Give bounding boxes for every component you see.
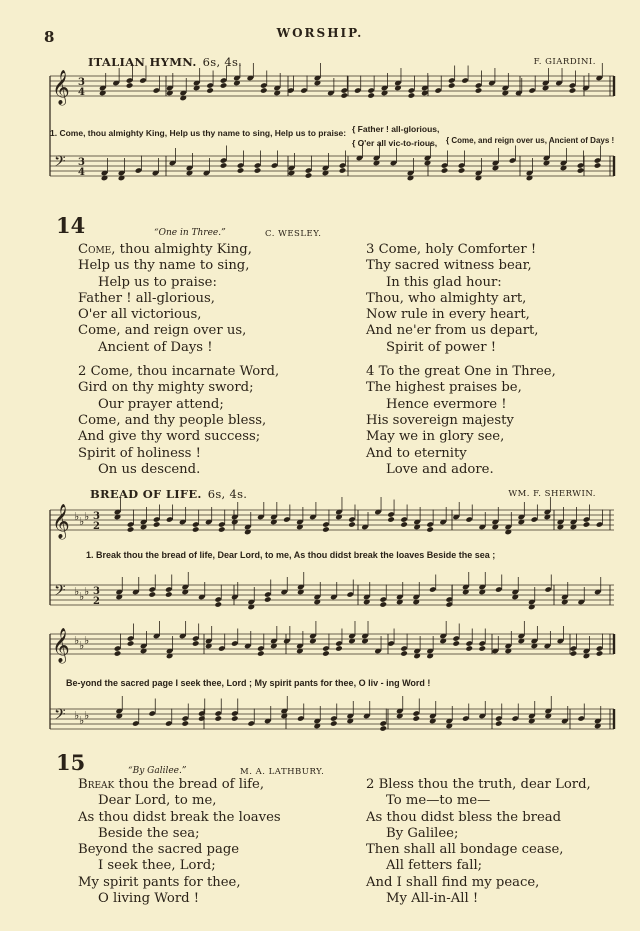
note-head <box>206 87 214 94</box>
hymn-number-14: 14 <box>56 213 86 238</box>
note-head <box>452 640 460 647</box>
note-head <box>153 521 161 528</box>
note-head <box>458 167 466 174</box>
verse-line: O'er all victorious, <box>78 307 202 323</box>
note-head <box>594 162 602 169</box>
key-signature-flat: ♭ <box>74 585 80 598</box>
verse-line: By Galilee; <box>386 825 459 841</box>
note-head <box>400 521 408 528</box>
verse-line: On us descend. <box>98 461 201 477</box>
note-head <box>322 650 330 657</box>
page-header: WORSHIP. <box>276 26 364 40</box>
verse-line: To me—to me— <box>386 793 491 809</box>
stanza-gap <box>78 356 279 364</box>
note-head <box>426 526 434 533</box>
note-head <box>126 82 134 89</box>
note-head <box>181 720 189 727</box>
verse-line: As thou didst bless the bread <box>366 809 562 825</box>
verse-line: Then shall all bondage cease, <box>366 842 564 858</box>
verse-line: Break thou the bread of life, <box>78 777 265 792</box>
verse-line: My All-in-All ! <box>386 891 479 907</box>
tune-composer: F. GIARDINI. <box>533 57 596 67</box>
key-signature-flat: ♭ <box>84 510 90 523</box>
note-head <box>264 596 272 603</box>
verse-line: In this glad hour: <box>386 274 502 290</box>
note-head <box>257 650 265 657</box>
verse-line: His sovereign majesty <box>366 412 514 428</box>
verse-line: And to eternity <box>366 445 467 461</box>
note-head <box>330 720 338 727</box>
note-head <box>237 167 245 174</box>
verse-line: Father ! all-glorious, <box>78 290 215 306</box>
key-signature-flat: ♭ <box>74 709 80 722</box>
verse-line: And give thy word success; <box>78 429 261 445</box>
lyrics-underlay-b1: { Father ! all-glorious, <box>352 124 440 134</box>
lyrics-underlay-a: 1. Come, thou almighty King, Help us thy name to sing, Help us to praise: <box>50 128 347 138</box>
time-signature-top: 3 <box>78 157 85 168</box>
note-head <box>478 645 486 652</box>
verse-line: Help us to praise: <box>98 274 217 290</box>
key-signature-flat: ♭ <box>79 590 85 603</box>
note-head <box>379 725 387 732</box>
hymn-author: M. A. LATHBURY. <box>240 767 325 777</box>
note-head <box>260 87 268 94</box>
note-head <box>465 645 473 652</box>
note-head <box>322 526 330 533</box>
verse-line: My spirit pants for thee, <box>78 874 241 890</box>
page-number: 8 <box>44 28 55 46</box>
treble-clef: 𝄞 <box>52 504 70 539</box>
verse-line: 2 Bless thou the truth, dear Lord, <box>366 777 591 792</box>
initial-word: Come, <box>78 242 116 257</box>
bass-clef: 𝄢 <box>54 582 66 603</box>
verse-line: And I shall find my peace, <box>366 874 540 890</box>
note-head <box>448 82 456 89</box>
verse-line: And ne'er from us depart, <box>366 323 539 339</box>
tune-title-bread-of-life <box>90 487 247 501</box>
time-signature-top: 3 <box>93 511 100 522</box>
verse-line: 3 Come, holy Comforter ! <box>366 242 537 257</box>
note-head <box>412 715 420 722</box>
bass-clef: 𝄢 <box>54 153 66 174</box>
verse-line: All fetters fall; <box>386 858 483 874</box>
note-head <box>220 162 228 169</box>
note-head <box>441 167 449 174</box>
verse-line: Hence evermore ! <box>386 396 507 412</box>
verse-line: Come, and thy people bless, <box>78 412 267 428</box>
note-head <box>127 526 135 533</box>
treble-clef: 𝄞 <box>52 628 70 663</box>
verse-line: I seek thee, Lord; <box>98 858 216 874</box>
note-head <box>220 82 228 89</box>
lyrics-underlay-b2: { O'er all vic-to-rious, <box>352 138 438 148</box>
verse-line: Spirit of holiness ! <box>78 445 201 461</box>
verse-line: O living Word ! <box>98 891 200 907</box>
verse-line: Spirit of power ! <box>386 339 496 355</box>
time-signature-bottom: 2 <box>93 596 100 607</box>
time-signature-bottom: 4 <box>78 167 85 178</box>
key-signature-flat: ♭ <box>84 585 90 598</box>
key-signature-flat: ♭ <box>74 634 80 647</box>
time-signature-top: 3 <box>78 77 85 88</box>
note-head <box>340 92 348 99</box>
verse-line: Gird on thy mighty sword; <box>78 380 254 396</box>
note-head <box>335 645 343 652</box>
note-head <box>305 172 313 179</box>
hymn-15-column-2 <box>366 777 591 907</box>
verse-line: The highest praises be, <box>366 380 522 396</box>
verse-line: Love and adore. <box>386 461 494 477</box>
note-head <box>583 521 591 528</box>
key-signature-flat: ♭ <box>84 634 90 647</box>
time-signature-bottom: 2 <box>93 521 100 532</box>
note-head <box>495 720 503 727</box>
note-head <box>114 650 122 657</box>
hymn-14-column-2 <box>366 242 556 478</box>
verse-line: Come, and reign over us, <box>78 323 247 339</box>
note-head <box>348 521 356 528</box>
hymn-15-column-1 <box>78 777 281 907</box>
verse-line: Dear Lord, to me, <box>98 793 217 809</box>
note-head <box>367 92 375 99</box>
tune-meter: 6s, 4s. <box>207 487 248 501</box>
verse-line: 4 To the great One in Three, <box>366 364 556 380</box>
note-head <box>569 87 577 94</box>
note-head <box>165 591 173 598</box>
tune-meter: 6s, 4s. <box>202 55 243 69</box>
verse-line: Help us thy name to sing, <box>78 258 250 274</box>
treble-clef: 𝄞 <box>52 70 70 105</box>
lyrics-underlay-line-1: 1. Break thou the bread of life, Dear Lord, to me, As thou didst break the loaves Beside the sea ; <box>86 550 496 560</box>
time-signature-top: 3 <box>93 586 100 597</box>
note-head <box>231 715 239 722</box>
tune-name: ITALIAN HYMN. <box>88 55 197 69</box>
hymn-subtitle: “By Galilee.” <box>128 766 187 776</box>
verse-line: 2 Come, thou incarnate Word, <box>78 364 280 380</box>
note-head <box>387 516 395 523</box>
stanza-gap <box>366 356 556 364</box>
verse-line: Thy sacred witness bear, <box>366 258 532 274</box>
note-head <box>148 591 156 598</box>
note-head <box>596 650 604 657</box>
key-signature-flat: ♭ <box>79 639 85 652</box>
hymn-author: C. WESLEY. <box>265 229 322 239</box>
verse-line: May we in glory see, <box>366 429 505 445</box>
time-signature-bottom: 4 <box>78 87 85 98</box>
note-head <box>214 715 222 722</box>
note-head <box>127 640 135 647</box>
note-head <box>339 167 347 174</box>
note-head <box>400 650 408 657</box>
verse-line: Ancient of Days ! <box>98 339 213 355</box>
note-head <box>379 601 387 608</box>
verse-line: Beside the sea; <box>98 825 200 841</box>
key-signature-flat: ♭ <box>74 510 80 523</box>
key-signature-flat: ♭ <box>79 714 85 727</box>
note-head <box>192 526 200 533</box>
tune-composer: WM. F. SHERWIN. <box>508 489 596 499</box>
lyrics-underlay-line-2: Be-yond the sacred page I seek thee, Lord ; My spirit pants for thee, O liv - ing Word ! <box>66 678 431 688</box>
note-head <box>475 87 483 94</box>
key-signature-flat: ♭ <box>79 515 85 528</box>
verse-line: Now rule in every heart, <box>366 307 530 323</box>
bass-clef: 𝄢 <box>54 706 66 727</box>
key-signature-flat: ♭ <box>84 709 90 722</box>
note-head <box>570 650 578 657</box>
verse-line: Our prayer attend; <box>98 396 224 412</box>
note-head <box>254 167 262 174</box>
verse-line: Thou, who almighty art, <box>366 290 527 306</box>
verse-line: Come, thou almighty King, <box>78 242 252 257</box>
note-head <box>218 526 226 533</box>
note-head <box>214 601 222 608</box>
hymn-subtitle: “One in Three.” <box>154 228 226 238</box>
verse-line: As thou didst break the loaves <box>78 809 281 825</box>
hymn-number-15: 15 <box>56 750 86 775</box>
note-head <box>192 640 200 647</box>
note-head <box>408 92 416 99</box>
tune-name: BREAD OF LIFE. <box>90 487 202 501</box>
hymn-14-column-1 <box>78 242 279 478</box>
lyrics-underlay-c: { Come, and reign over us, Ancient of Days ! <box>446 136 615 145</box>
verse-line: Beyond the sacred page <box>78 842 240 858</box>
note-head <box>577 167 585 174</box>
music-system-bread-of-life-1 <box>40 500 620 620</box>
initial-word: Break <box>78 777 115 792</box>
